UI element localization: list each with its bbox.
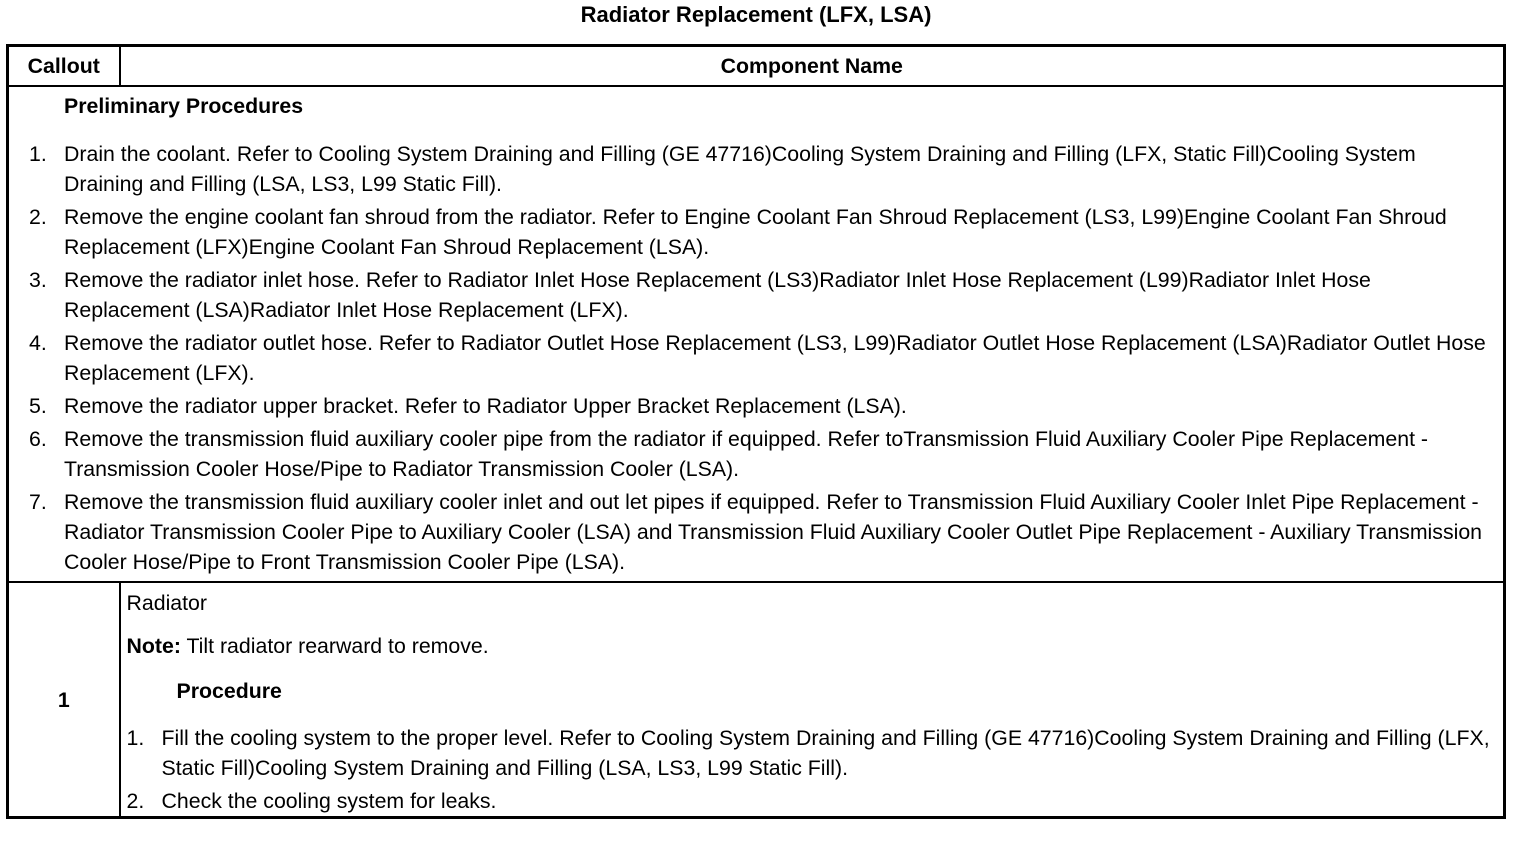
preliminary-step — [29, 328, 1497, 388]
step-number: 2. — [29, 205, 47, 229]
preliminary-step — [29, 139, 1497, 199]
component-detail-cell — [120, 582, 1505, 818]
step-number: 5. — [29, 394, 47, 418]
table-header-row — [8, 46, 1505, 87]
step-number: 4. — [29, 331, 47, 355]
note-text: Tilt radiator rearward to remove. — [180, 634, 489, 658]
procedure-table — [6, 44, 1506, 819]
step-text: Check the cooling system for leaks. — [161, 789, 497, 813]
step-text: Remove the transmission fluid auxiliary cooler pipe from the radiator if equipped. Refer toTransmission Fluid Auxiliary Cooler Pipe Replacement - Transmission Cooler Hose/Pipe to Radiator Transmission Cooler (LSA). — [64, 427, 1429, 481]
preliminary-steps-list — [29, 139, 1497, 577]
step-text: Drain the coolant. Refer to Cooling System Draining and Filling (GE 47716)Cooling System Draining and Filling (LFX, Static Fill)Cooling System Draining and Filling (LSA, LS3, L99 Static Fill). — [64, 142, 1416, 196]
preliminary-step — [29, 391, 1497, 421]
preliminary-procedures-cell — [8, 86, 1505, 582]
step-text: Remove the radiator outlet hose. Refer to Radiator Outlet Hose Replacement (LS3, L99)Radiator Outlet Hose Replacement (LSA)Radiator Outlet Hose Replacement (LFX). — [64, 331, 1486, 385]
preliminary-step — [29, 487, 1497, 577]
step-number: 6. — [29, 427, 47, 451]
callout-header: Callout — [8, 46, 120, 87]
preliminary-step — [29, 424, 1497, 484]
step-text: Remove the engine coolant fan shroud from the radiator. Refer to Engine Coolant Fan Shroud Replacement (LS3, L99)Engine Coolant Fan Shroud Replacement (LFX)Engine Coolant Fan Shroud Replacement (LSA). — [64, 205, 1447, 259]
preliminary-heading: Preliminary Procedures — [64, 94, 304, 118]
step-number: 1. — [126, 726, 145, 750]
preliminary-row — [8, 86, 1505, 582]
procedure-steps-list — [127, 723, 1498, 816]
step-number: 2. — [126, 789, 145, 813]
step-number: 7. — [29, 490, 47, 514]
callout-number: 1 — [8, 582, 120, 818]
step-text: Remove the radiator upper bracket. Refer to Radiator Upper Bracket Replacement (LSA). — [64, 394, 907, 418]
component-name-header: Component Name — [120, 46, 1505, 87]
preliminary-step — [29, 202, 1497, 262]
step-number: 1. — [29, 142, 47, 166]
preliminary-step — [29, 265, 1497, 325]
document-title: Radiator Replacement (LFX, LSA) — [580, 2, 932, 27]
table-row — [8, 582, 1505, 818]
note-line — [127, 631, 1498, 661]
note-label: Note: — [126, 634, 181, 658]
step-text: Remove the transmission fluid auxiliary cooler inlet and out let pipes if equipped. Refer to Transmission Fluid Auxiliary Cooler Inlet Pipe Replacement - Radiator Transmission Cooler Pipe to Auxiliary Cooler (LSA) and Transmission Fluid Auxiliary Cooler Outlet Pipe Replacement - Auxiliary Transmission Cooler Hose/Pipe to Front Transmission Cooler Pipe (LSA). — [64, 490, 1483, 574]
component-name: Radiator — [126, 591, 207, 615]
procedure-heading: Procedure — [176, 679, 282, 703]
step-text: Remove the radiator inlet hose. Refer to Radiator Inlet Hose Replacement (LS3)Radiator Inlet Hose Replacement (L99)Radiator Inlet Hose Replacement (LSA)Radiator Inlet Hose Replacement (LFX). — [64, 268, 1371, 322]
procedure-step — [127, 723, 1498, 783]
step-text: Fill the cooling system to the proper level. Refer to Cooling System Draining and Filling (GE 47716)Cooling System Draining and Filling (LFX, Static Fill)Cooling System Draining and Filling (LSA, LS3, L99 Static Fill). — [161, 726, 1490, 780]
procedure-step — [127, 786, 1498, 816]
step-number: 3. — [29, 268, 47, 292]
